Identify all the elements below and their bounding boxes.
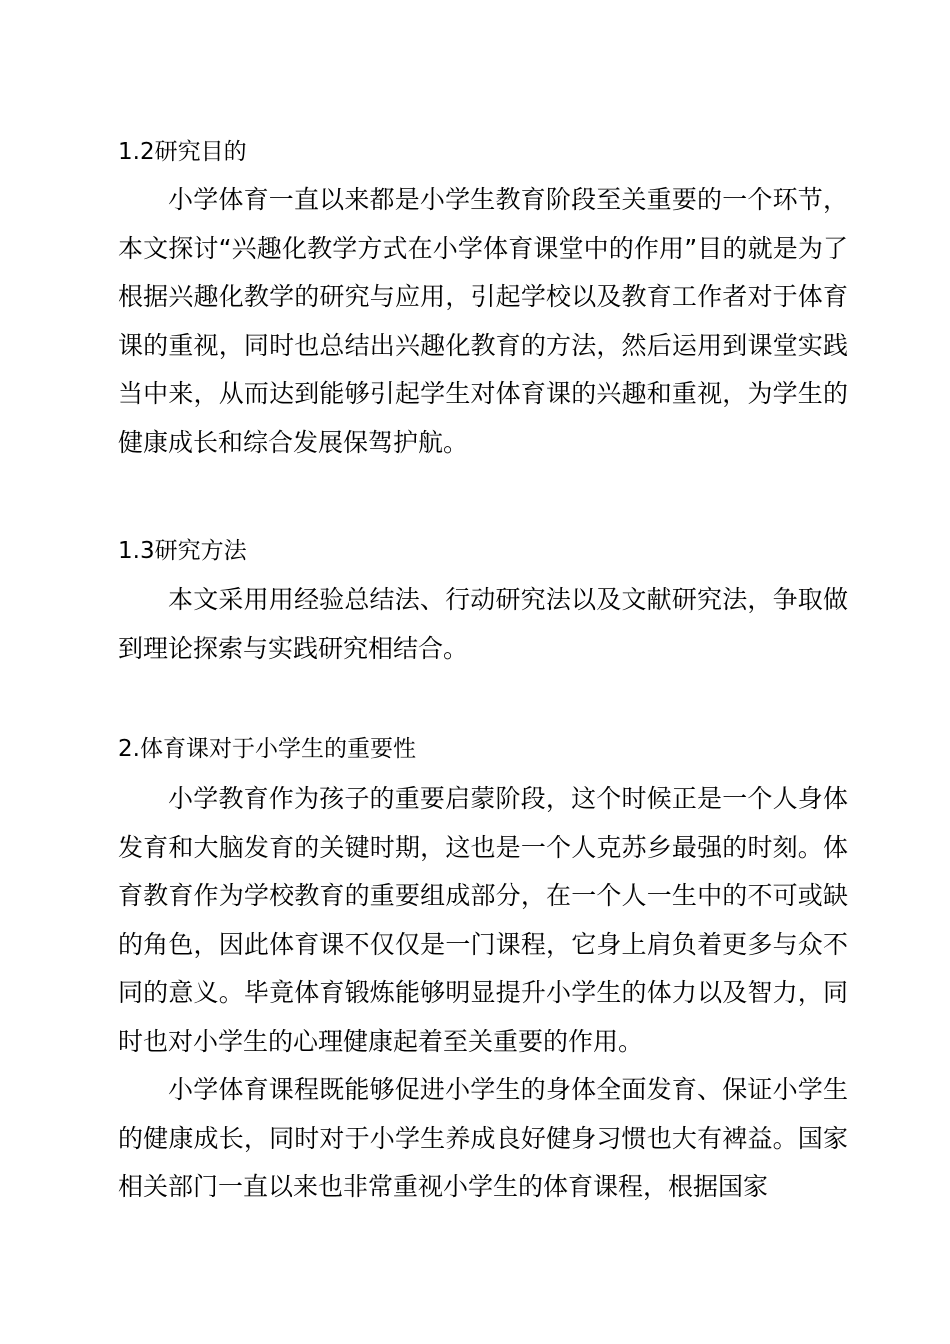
paragraph-importance-1: 小学教育作为孩子的重要启蒙阶段，这个时候正是一个人身体发育和大脑发育的关键时期，这也是一个人克苏乡最强的时刻。体育教育作为学校教育的重要组成部分，在一个人一生中的不可或缺的角色，因此体育课不仅仅是一门课程，它身上肩负着更多与众不同的意义。毕竟体育锻炼能够明显提升小学生的体力以及智力，同时也对小学生的心理健康起着至关重要的作用。 xyxy=(118,784,848,1056)
paragraph-importance-2: 小学体育课程既能够促进小学生的身体全面发育、保证小学生的健康成长，同时对于小学生养成良好健身习惯也大有裨益。国家相关部门一直以来也非常重视小学生的体育课程，根据国家 xyxy=(118,1075,848,1201)
paragraph-research-method: 本文采用用经验总结法、行动研究法以及文献研究法，争取做到理论探索与实践研究相结合。 xyxy=(118,585,848,663)
section-heading-importance: 2.体育课对于小学生的重要性 xyxy=(118,736,416,762)
section-heading-research-purpose: 1.2研究目的 xyxy=(118,139,247,165)
section-heading-research-method: 1.3研究方法 xyxy=(118,538,247,564)
paragraph-research-purpose: 小学体育一直以来都是小学生教育阶段至关重要的一个环节，本文探讨“兴趣化教学方式在小学体育课堂中的作用”目的就是为了根据兴趣化教学的研究与应用，引起学校以及教育工作者对于体育课的重视，同时也总结出兴趣化教育的方法，然后运用到课堂实践当中来，从而达到能够引起学生对体育课的兴趣和重视，为学生的健康成长和综合发展保驾护航。 xyxy=(118,185,848,457)
